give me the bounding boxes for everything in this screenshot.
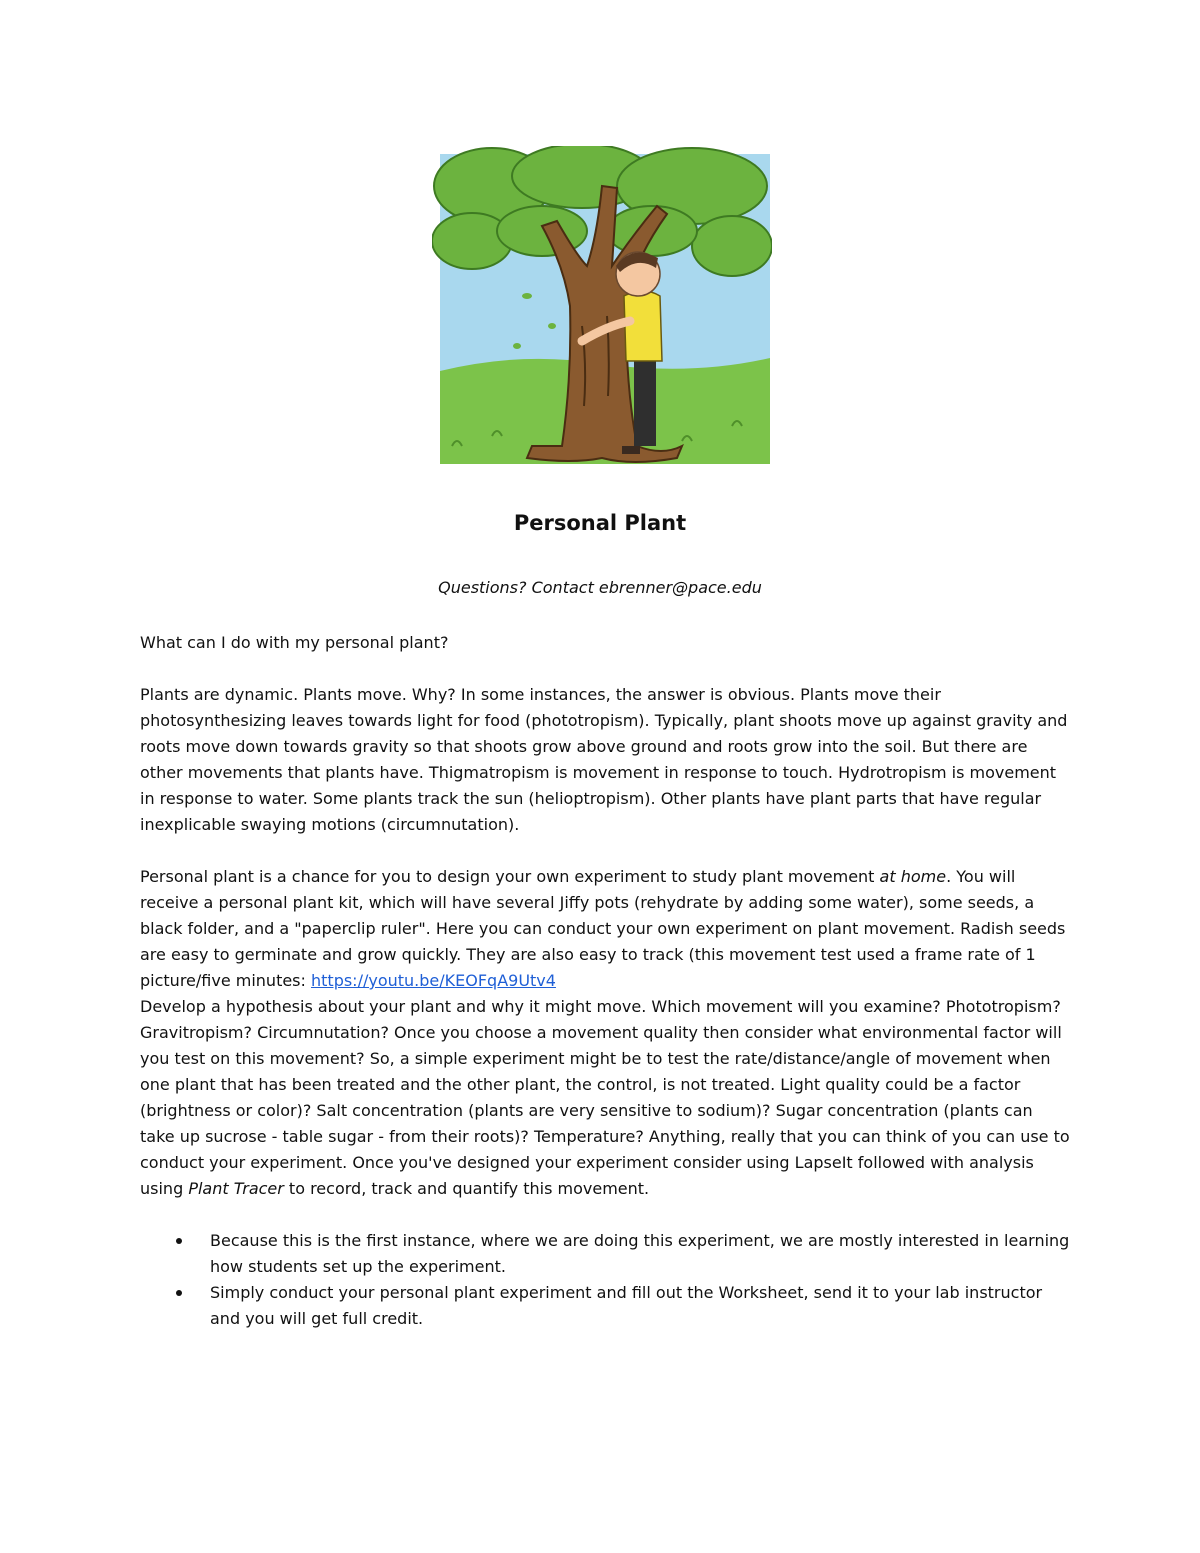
paragraph-personal-plant <box>140 864 1070 1202</box>
list-item: Simply conduct your personal plant experiment and fill out the Worksheet, send it to your lab instructor and you will get full credit. <box>140 1280 1070 1332</box>
para2-text-b: . You will receive a personal plant kit, which will have several Jiffy pots (rehydrate by adding some water), some seeds, a black folder, and a "paperclip ruler". Here you can conduct your own experiment on plant movement. Radish seeds are easy to germinate and grow quickly. They are also easy to track (this movement test used a frame rate of 1 picture/five minutes: <box>140 867 1066 990</box>
para2-text-c: Develop a hypothesis about your plant and why it might move. Which movement will you examine? Phototropism? Gravitropism? Circumnutation? Once you choose a movement quality then consider what environmental factor will you test on this movement? So, a simple experiment might be to test the rate/distance/angle of movement when one plant that has been treated and the other plant, the control, is not treated. Light quality could be a factor (brightness or color)? Salt concentration (plants are very sensitive to sodium)? Sugar concentration (plants can take up sucrose - table sugar - from their roots)? Temperature? Anything, really that you can think of you can use to conduct your experiment. Once you've designed your experiment consider using LapseIt followed with analysis using <box>140 997 1070 1198</box>
para2-text-d: to record, track and quantify this movement. <box>283 1179 650 1198</box>
para2-text-a: Personal plant is a chance for you to design your own experiment to study plant movement <box>140 867 880 886</box>
paragraph-plants-dynamic: Plants are dynamic. Plants move. Why? In some instances, the answer is obvious. Plants move their photosynthesizing leaves towards light for food (phototropism). Typically, plant shoots move up against gravity and roots move down towards gravity so that shoots grow above ground and roots grow into the soil. But there are other movements that plants have. Thigmatropism is movement in response to touch. Hydrotropism is movement in response to water. Some plants track the sun (helioptropism). Other plants have plant parts that have regular inexplicable swaying motions (circumnutation). <box>140 685 1068 834</box>
document-body <box>140 630 1070 1332</box>
document-title: Personal Plant <box>513 511 687 535</box>
contact-line: Questions? Contact ebrenner@pace.edu <box>438 578 762 597</box>
tree-hug-illustration <box>432 146 772 472</box>
bullet-list <box>140 1228 1070 1332</box>
bullet-icon <box>176 1290 182 1296</box>
question-heading: What can I do with my personal plant? <box>140 633 449 652</box>
youtube-link[interactable]: https://youtu.be/KEOFqA9Utv4 <box>311 971 556 990</box>
list-item: Because this is the first instance, where we are doing this experiment, we are mostly interested in learning how students set up the experiment. <box>140 1228 1070 1280</box>
bullet-icon <box>176 1238 182 1244</box>
para2-emphasis-at-home: at home <box>879 867 947 886</box>
para2-emphasis-plant-tracer: Plant Tracer <box>188 1179 284 1198</box>
